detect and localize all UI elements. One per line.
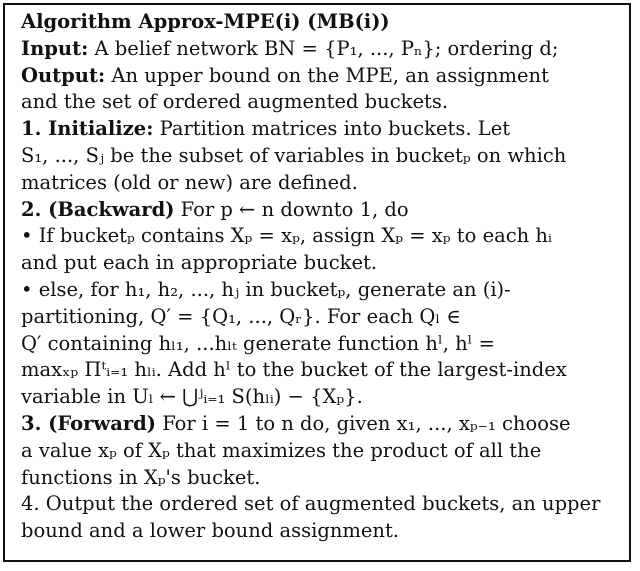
step-1-line-2: S₁, ..., Sⱼ be the subset of variables in bucketₚ on which	[21, 143, 567, 167]
step-2-line	[21, 197, 621, 224]
step-2-line-7: maxₓₚ Πᵗᵢ₌₁ hₗᵢ. Add hˡ to the bucket of the largest-index	[21, 358, 567, 382]
step-3-text: For i = 1 to n do, given x₁, ..., xₚ₋₁ choose	[156, 411, 571, 435]
step-1-line	[21, 116, 621, 143]
step-1-line-3: matrices (old or new) are defined.	[21, 170, 358, 194]
output-label: Output:	[21, 63, 106, 87]
step-3-line	[21, 411, 621, 438]
step-4-line-2: bound and a lower bound assignment.	[21, 519, 400, 543]
input-line	[21, 36, 621, 63]
step-3-line-2: a value xₚ of Xₚ that maximizes the product of all the	[21, 438, 542, 462]
step-2-text: For p ← n downto 1, do	[174, 197, 409, 221]
output-line	[21, 63, 621, 90]
step-2-line-5: partitioning, Q′ = {Q₁, ..., Qᵣ}. For each Qₗ ∈	[21, 304, 461, 328]
step-3-label: 3. (Forward)	[21, 411, 156, 435]
step-2-line-8: variable in Uₗ ← ⋃ʲᵢ₌₁ S(hₗᵢ) − {Xₚ}.	[21, 385, 363, 409]
step-1-label: 1. Initialize:	[21, 117, 154, 141]
step-2-label: 2. (Backward)	[21, 197, 175, 221]
input-label: Input:	[21, 36, 89, 60]
algorithm-box	[3, 3, 631, 562]
step-1-text: Partition matrices into buckets. Let	[153, 117, 511, 141]
output-text: An upper bound on the MPE, an assignment	[105, 63, 549, 87]
algorithm-title: Algorithm Approx-MPE(i) (MB(i))	[21, 10, 390, 33]
step-3-line-3: functions in Xₚ's bucket.	[21, 465, 261, 489]
step-2-line-3: and put each in appropriate bucket.	[21, 251, 378, 275]
step-2-line-6: Q′ containing hₗ₁, ...hₗₜ generate function hˡ, hˡ =	[21, 331, 495, 355]
step-4-line: 4. Output the ordered set of augmented buckets, an upper	[21, 492, 601, 516]
output-line-continued: and the set of ordered augmented buckets.	[21, 90, 449, 114]
input-text: A belief network BN = {P₁, ..., Pₙ}; ordering d;	[88, 36, 559, 60]
step-2-line-2: • If bucketₚ contains Xₚ = xₚ, assign Xₚ = xₚ to each hᵢ	[21, 224, 552, 248]
step-2-line-4: • else, for h₁, h₂, ..., hⱼ in bucketₚ, generate an (i)-	[21, 277, 511, 301]
